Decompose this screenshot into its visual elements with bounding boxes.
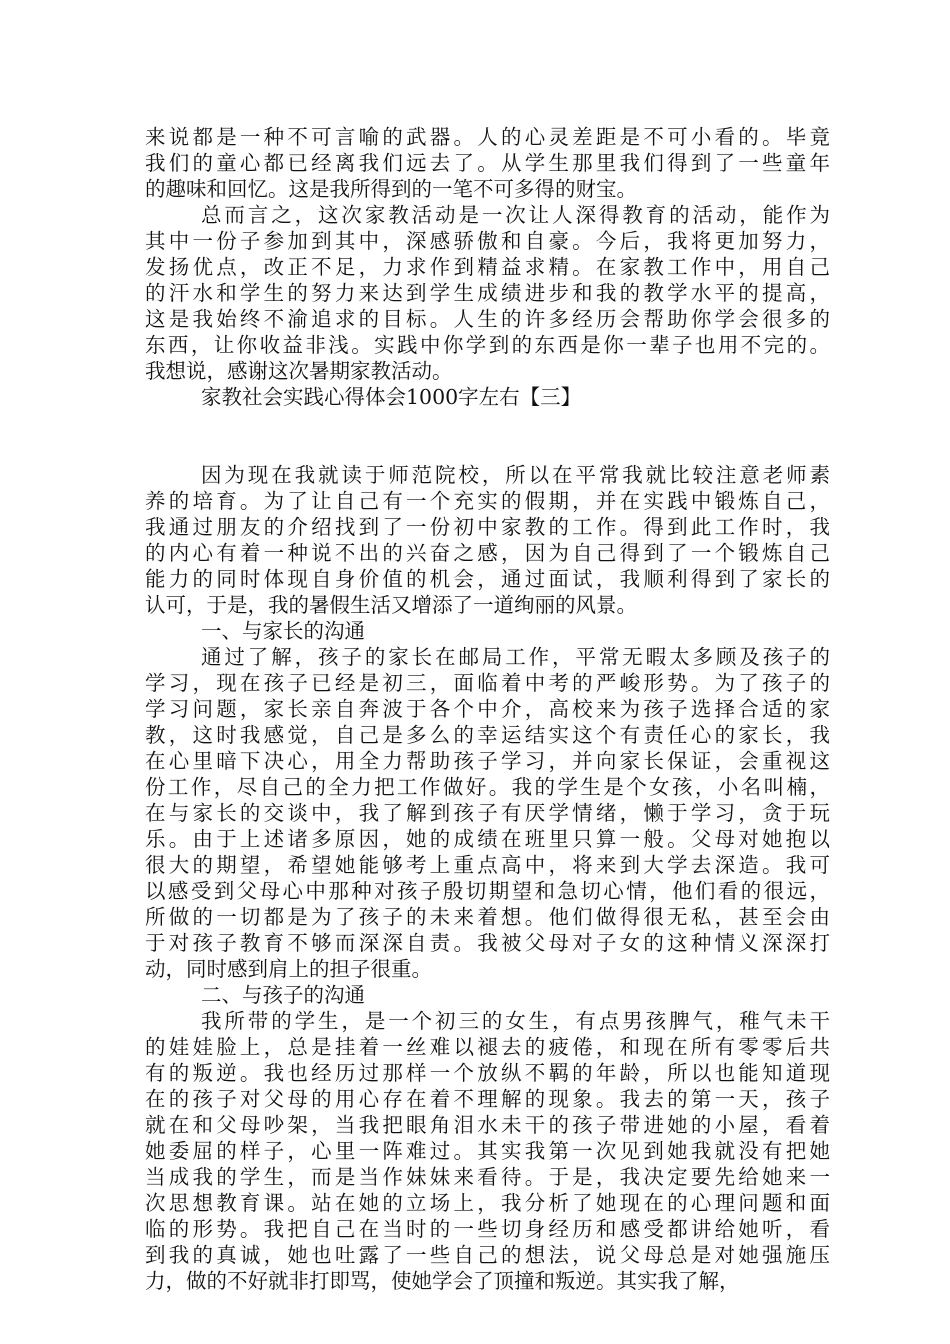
paragraph-p4: [145, 644, 830, 982]
text-line: 二、与孩子的沟通: [201, 983, 365, 1007]
text-line: 有的叛逆。我也经历过那样一个放纵不羁的年龄，所以也能知道现: [145, 1061, 830, 1085]
text-line: 以感受到父母心中那种对孩子殷切期望和急切心情，他们看的很远，: [145, 879, 830, 903]
text-line: 很大的期望，希望她能够考上重点高中，将来到大学去深造。我可: [145, 853, 830, 877]
text-line: 当成我的学生，而是当作妹妹来看待。于是，我决定要先给她来一: [145, 1165, 830, 1189]
text-line: 次思想教育课。站在她的立场上，我分析了她现在的心理问题和面: [145, 1191, 830, 1215]
paragraph-heading: [145, 384, 830, 410]
paragraph-p3: [145, 462, 830, 618]
text-line: 的趣味和回忆。这是我所得到的一笔不可多得的财宝。: [145, 177, 637, 201]
paragraph-p2: [145, 202, 830, 384]
text-line: 一、与家长的沟通: [201, 619, 365, 643]
text-line: 份工作，尽自己的全力把工作做好。我的学生是个女孩，小名叫楠，: [145, 775, 830, 799]
text-line: 能力的同时体现自身价值的机会，通过面试，我顺利得到了家长的: [145, 567, 830, 591]
text-line: 到我的真诚，她也吐露了一些自己的想法，说父母总是对她强施压: [145, 1243, 830, 1267]
text-line: 动，同时感到肩上的担子很重。: [145, 957, 432, 981]
text-line: 发扬优点，改正不足，力求作到精益求精。在家教工作中，用自己: [145, 255, 830, 279]
paragraph-p1: [145, 124, 830, 202]
text-line: 我所带的学生，是一个初三的女生，有点男孩脾气，稚气未干: [201, 1009, 830, 1033]
text-line: 学习问题，家长亲自奔波于各个中介，高校来为孩子选择合适的家: [145, 697, 830, 721]
text-line: 其中一份子参加到其中，深感骄傲和自豪。今后，我将更加努力，: [145, 229, 830, 253]
text-line: 乐。由于上述诸多原因，她的成绩在班里只算一般。父母对她抱以: [145, 827, 830, 851]
text-line: 这是我始终不渝追求的目标。人生的许多经历会帮助你学会很多的: [145, 307, 830, 331]
text-line: 的汗水和学生的努力来达到学生成绩进步和我的教学水平的提高，: [145, 281, 830, 305]
text-line: 通过了解，孩子的家长在邮局工作，平常无暇太多顾及孩子的: [201, 645, 830, 669]
blank-line: [145, 410, 830, 462]
text-line: 于对孩子教育不够而深深自责。我被父母对子女的这种情义深深打: [145, 931, 830, 955]
text-line: 因为现在我就读于师范院校，所以在平常我就比较注意老师素: [201, 463, 830, 487]
text-line: 的娃娃脸上，总是挂着一丝难以褪去的疲倦，和现在所有零零后共: [145, 1035, 830, 1059]
text-line: 认可，于是，我的暑假生活又增添了一道绚丽的风景。: [145, 593, 637, 617]
text-line: 东西，让你收益非浅。实践中你学到的东西是你一辈子也用不完的。: [145, 333, 830, 357]
text-line: 我想说，感谢这次暑期家教活动。: [145, 359, 453, 383]
text-line: 力，做的不好就非打即骂，使她学会了顶撞和叛逆。其实我了解，: [145, 1269, 740, 1293]
text-line: 的内心有着一种说不出的兴奋之感，因为自己得到了一个锻炼自己: [145, 541, 830, 565]
text-line: 在心里暗下决心，用全力帮助孩子学习，并向家长保证，会重视这: [145, 749, 830, 773]
text-line: 家教社会实践心得体会1000字左右【三】: [201, 385, 582, 409]
text-line: 养的培育。为了让自己有一个充实的假期，并在实践中锻炼自己，: [145, 489, 830, 513]
text-line: 我通过朋友的介绍找到了一份初中家教的工作。得到此工作时，我: [145, 515, 830, 539]
text-line: 学习，现在孩子已经是初三，面临着中考的严峻形势。为了孩子的: [145, 671, 830, 695]
text-line: 在的孩子对父母的用心存在着不理解的现象。我去的第一天，孩子: [145, 1087, 830, 1111]
document-page: [145, 124, 830, 1294]
text-line: 她委屈的样子，心里一阵难过。其实我第一次见到她我就没有把她: [145, 1139, 830, 1163]
text-line: 总而言之，这次家教活动是一次让人深得教育的活动，能作为: [201, 203, 830, 227]
text-line: 临的形势。我把自己在当时的一些切身经历和感受都讲给她听，看: [145, 1217, 830, 1241]
paragraph-s1: [145, 618, 830, 644]
text-line: 就在和父母吵架，当我把眼角泪水未干的孩子带进她的小屋，看着: [145, 1113, 830, 1137]
text-line: 所做的一切都是为了孩子的未来着想。他们做得很无私，甚至会由: [145, 905, 830, 929]
text-line: 我们的童心都已经离我们远去了。从学生那里我们得到了一些童年: [145, 151, 830, 175]
paragraph-p5: [145, 1008, 830, 1294]
text-line: 教，这时我感觉，自己是多么的幸运结实这个有责任心的家长，我: [145, 723, 830, 747]
paragraph-s2: [145, 982, 830, 1008]
text-line: 来说都是一种不可言喻的武器。人的心灵差距是不可小看的。毕竟: [145, 125, 830, 149]
text-line: 在与家长的交谈中，我了解到孩子有厌学情绪，懒于学习，贪于玩: [145, 801, 830, 825]
